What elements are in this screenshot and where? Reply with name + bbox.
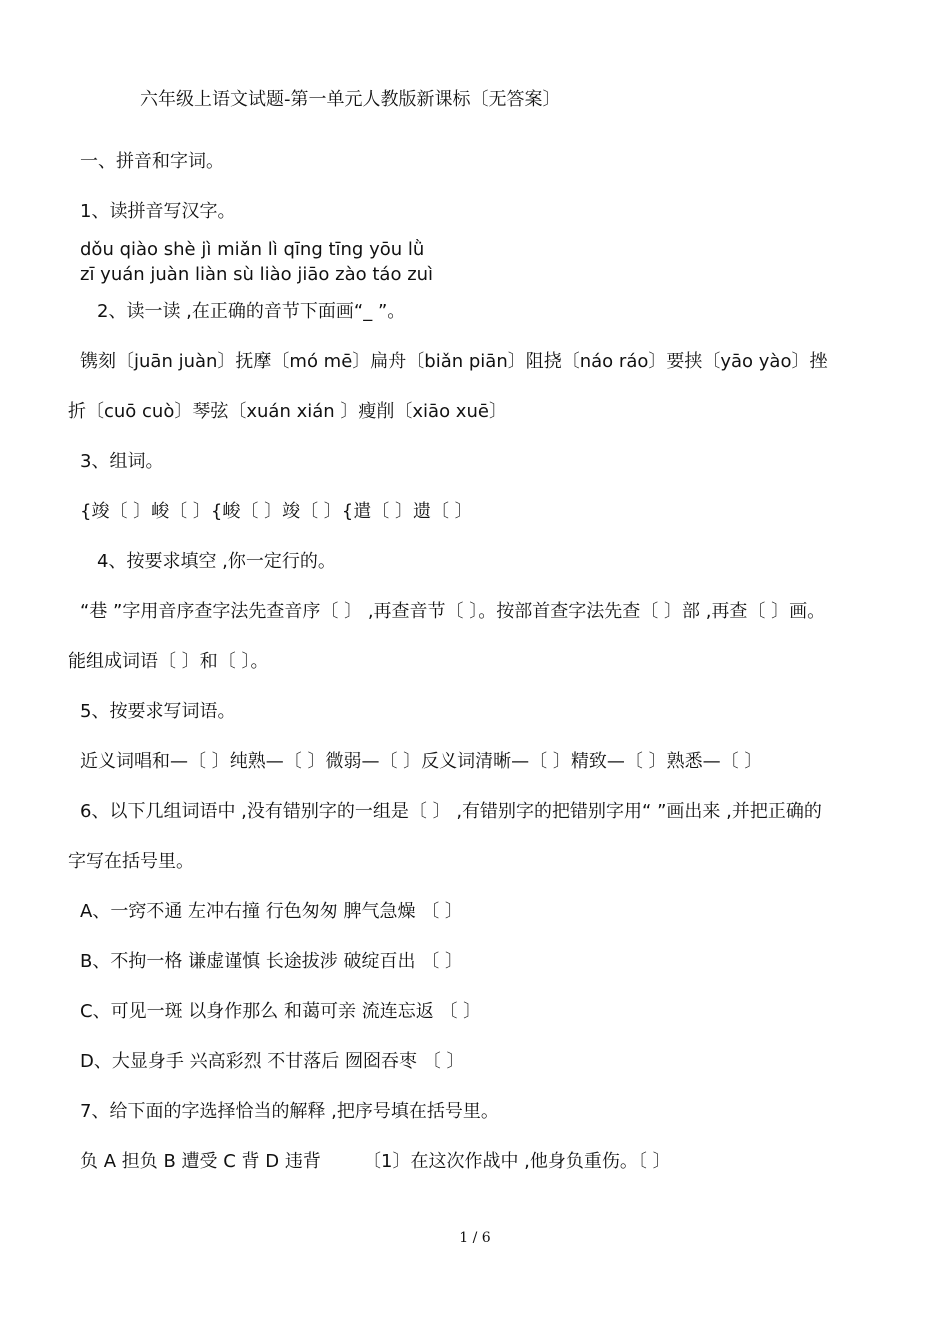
question-4-line-2: 能组成词语〔 〕和〔 〕。 [68,651,269,672]
question-3-content: {竣〔 〕峻〔 〕{峻〔 〕竣〔 〕{遣〔 〕遗〔 〕 [80,501,473,522]
question-3: 3、组词。 [80,451,164,472]
question-2-line-1: 镌刻〔juān juàn〕抚摩〔mó mē〕扁舟〔biǎn piān〕阻挠〔náo ráo〕要挟〔yāo yào〕挫 [80,351,828,372]
question-7: 7、给下面的字选择恰当的解释 ,把序号填在括号里。 [80,1101,499,1122]
page-number: 1 / 6 [459,1230,491,1246]
document-title: 六年级上语文试题-第一单元人教版新课标〔无答案〕 [140,89,561,110]
question-4-line-1: “巷 ”字用音序查字法先查音序〔 〕 ,再查音节〔 〕。按部首查字法先查〔 〕部 ,再查〔 〕画。 [80,601,826,622]
question-6: 6、以下几组词语中 ,没有错别字的一组是〔 〕 ,有错别字的把错别字用“ ”画出来 ,并把正确的 [80,801,822,822]
option-c: C、可见一斑 以身作那么 和蔼可亲 流连忘返 〔 〕 [80,1001,482,1022]
pinyin-line-1: dǒu qiào shè jì miǎn lì qīng tīng yōu lǜ [80,239,425,260]
question-6-line-2: 字写在括号里。 [68,851,194,872]
question-4: 4、按要求填空 ,你一定行的。 [97,551,336,572]
option-a: A、一窍不通 左冲右撞 行色匆匆 脾气急燥 〔 〕 [80,901,463,922]
option-b: B、不拘一格 谦虚谨慎 长途拔涉 破绽百出 〔 〕 [80,951,463,972]
option-d: D、大显身手 兴高彩烈 不甘落后 囫囵吞枣 〔 〕 [80,1051,465,1072]
question-5-content: 近义词唱和—〔 〕纯熟—〔 〕微弱—〔 〕反义词清晰—〔 〕精致—〔 〕熟悉—〔 〕 [80,751,763,772]
question-2: 2、读一读 ,在正确的音节下面画“_ ”。 [97,301,406,322]
question-7-item-1: 〔1〕在这次作战中 ,他身负重伤。〔 〕 [363,1151,671,1172]
question-2-line-2: 折〔cuō cuò〕琴弦〔xuán xián 〕瘦削〔xiāo xuē〕 [68,401,507,422]
question-5: 5、按要求写词语。 [80,701,236,722]
pinyin-line-2: zī yuán juàn liàn sù liào jiāo zào táo zuì [80,264,434,285]
question-7-definitions: 负 A 担负 B 遭受 C 背 D 违背 [80,1151,321,1172]
question-1: 1、读拼音写汉字。 [80,201,236,222]
section-heading: 一、拼音和字词。 [80,151,224,172]
